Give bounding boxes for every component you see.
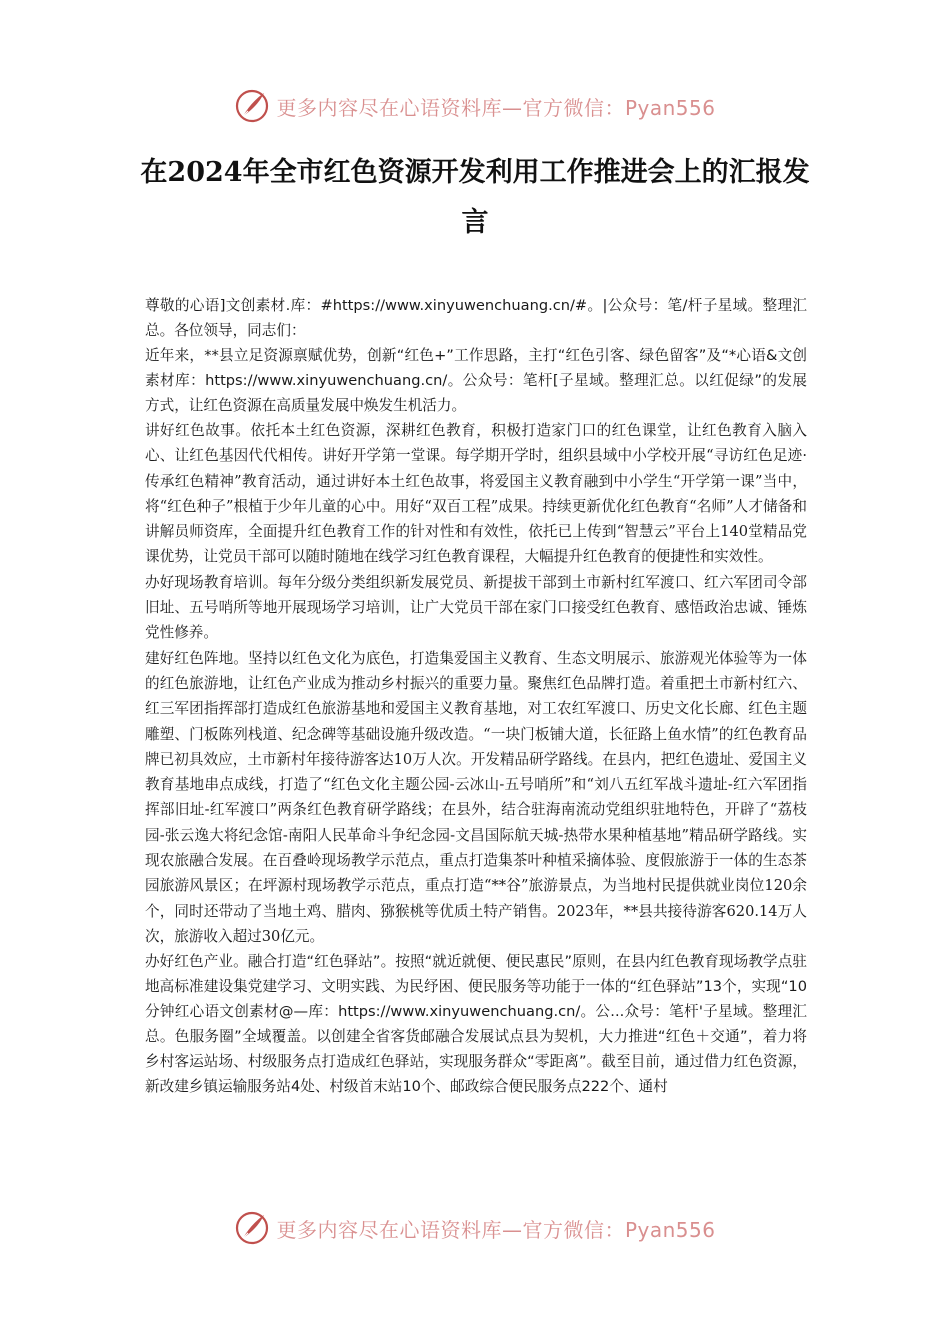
intro-paragraph: 近年来，**县立足资源禀赋优势，创新“红色+”工作思路，主打“红色引客、绿色留客”及“*心语&文创素材库：https://www.xinyuwenchuang.cn/。公众号：笔杆[子星域。整理汇总。以红促绿”的发展方式，让红色资源在高质量发展中焕发生机活力。 — [145, 347, 807, 414]
document-body — [145, 293, 807, 1099]
red-industry-paragraph: 办好红色产业。融合打造“红色驿站”。按照“就近就便、便民惠民”原则，在县内红色教育现场教学点驻地高标准建设集党建学习、文明实践、为民纾困、便民服务等功能于一体的“红色驿站”13个，实现“10分钟红心语文创素材@—库：https://www.xinyuwenchuang.cn/。公...众号：笔杆'子星域。整理汇总。色服务圈”全域覆盖。以创建全省客货邮融合发展试点县为契机，大力推进“红色＋交通”，着力将乡村客运站场、村级服务点打造成红色驿站，实现服务群众“零距离”。截至目前，通过借力红色资源，新改建乡镇运输服务站4处、村级首末站10个、邮政综合便民服务点222个、通村 — [145, 953, 807, 1096]
quill-pen-icon — [234, 1210, 270, 1246]
document-title: 在2024年全市红色资源开发利用工作推进会上的汇报发言 — [140, 157, 810, 238]
red-stories-paragraph: 讲好红色故事。依托本土红色资源，深耕红色教育，积极打造家门口的红色课堂，让红色教育入脑入心、让红色基因代代相传。讲好开学第一堂课。每学期开学时，组织县域中小学校开展“寻访红色足迹·传承红色精神”教育活动，通过讲好本土红色故事，将爱国主义教育融到中小学生“开学第一课”当中，将“红色种子”根植于少年儿童的心中。用好“双百工程”成果。持续更新优化红色教育“名师”人才储备和讲解员师资库，全面提升红色教育工作的针对性和有效性，依托已上传到“智慧云”平台上140堂精品党课优势，让党员干部可以随时随地在线学习红色教育课程，大幅提升红色教育的便捷性和实效性。 — [145, 422, 807, 566]
quill-pen-icon — [234, 88, 270, 124]
field-training-paragraph: 办好现场教育培训。每年分级分类组织新发展党员、新提拔干部到土市新村红军渡口、红六军团司令部旧址、五号哨所等地开展现场学习培训，让广大党员干部在家门口接受红色教育、感悟政治忠诚、锤炼党性修养。 — [145, 573, 807, 642]
banner-text: 更多内容尽在心语资料库—官方微信：Pyan556 — [276, 1217, 716, 1242]
red-bases-paragraph: 建好红色阵地。坚持以红色文化为底色，打造集爱国主义教育、生态文明展示、旅游观光体验等为一体的红色旅游地，让红色产业成为推动乡村振兴的重要力量。聚焦红色品牌打造。着重把土市新村红六、红三军团指挥部打造成红色旅游基地和爱国主义教育基地，对工农红军渡口、历史文化长廊、红色主题雕塑、门板陈列栈道、纪念碑等基础设施升级改造。“一块门板铺大道，长征路上鱼水情”的红色教育品牌已初具效应，土市新村年接待游客达10万人次。开发精品研学路线。在县内，把红色遗址、爱国主义教育基地串点成线，打造了“红色文化主题公园-云冰山-五号哨所”和“刘八五红军战斗遗址-红六军团指挥部旧址-红军渡口”两条红色教育研学路线；在县外，结合驻海南流动党组织驻地特色，开辟了“荔枝园-张云逸大将纪念馆-南阳人民革命斗争纪念园-文昌国际航天城-热带水果种植基地”精品研学路线。实现农旅融合发展。在百叠岭现场教学示范点，重点打造集茶叶种植采摘体验、度假旅游于一体的生态茶园旅游风景区；在坪源村现场教学示范点，重点打造“**谷”旅游景点，为当地村民提供就业岗位120余个，同时还带动了当地土鸡、腊肉、猕猴桃等优质土特产销售。2023年，**县共接待游客620.14万人次，旅游收入超过30亿元。 — [145, 649, 807, 945]
banner-text: 更多内容尽在心语资料库—官方微信：Pyan556 — [276, 95, 716, 120]
salutation-paragraph: 尊敬的心语]文创素材.库：#https://www.xinyuwenchuang.cn/#。|公众号：笔/杆子星域。整理汇总。各位领导，同志们： — [145, 297, 807, 339]
header-banner — [0, 84, 950, 128]
footer-banner — [0, 1206, 950, 1250]
